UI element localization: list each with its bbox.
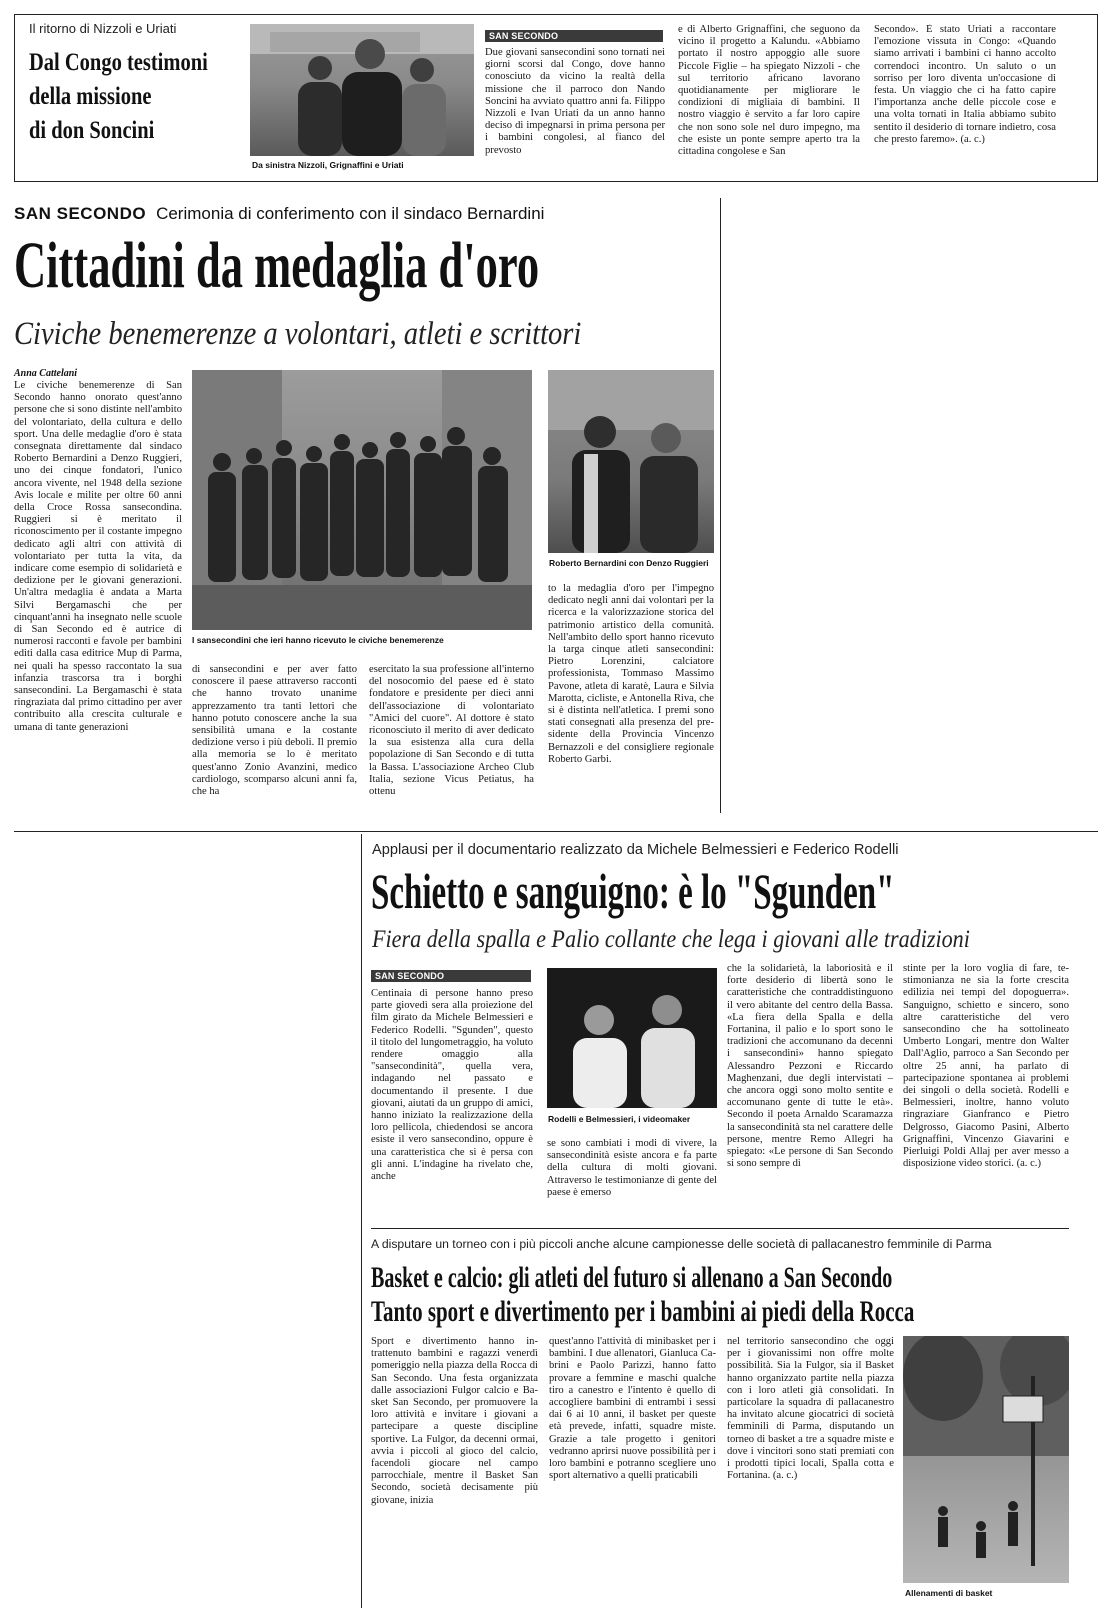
article2-subheadline: Civiche benemerenze a volontari, atleti e scrittori — [14, 316, 582, 352]
article2-group-photo-caption: I sansecondini che ieri hanno ricevuto le civiche benemerenze — [192, 635, 444, 645]
article2-right-rule — [720, 198, 721, 813]
article1-headline — [29, 46, 249, 148]
section-divider — [14, 831, 1098, 832]
article4-column: quest'anno l'attività di minibasket per i bambini. I due allenatori, Gianluca Cabrini e Paolo Parizzi, hanno fatto provare a femmine e maschi qualche tiro a canestro e l'intento è quello di accogliere bambini di entrambi i sessi dai 6 ai 10 anni, il basket per queste età prevede, infatti, squadre miste. Grazie a tale progetto i genitori vedranno aprirsi nuove possibilità per i loro bambini e potranno scegliere uno sport alternativo a quelli praticabili — [549, 1336, 716, 1482]
article1-photo — [250, 24, 474, 156]
article3-left-rule — [361, 834, 362, 1608]
article4-photo — [903, 1336, 1069, 1583]
article3-kicker: Applausi per il documentario realizzato da Michele Belmessieri e Federico Rodelli — [372, 842, 899, 858]
videomakers-illustration — [547, 968, 717, 1108]
article4-column: nel territorio sansecondino che oggi per i giovanissimi non offre molte possibilità. Sia la Fulgor, sia il Basket hanno organizzato partite nella piazza con i loro atleti già consolidati. In particolare la squadra di pallacanestro ha invitato alcune giocatrici di società femminili di Parma, disputando un torneo di basket a tre a squadre miste e dove i vincitori sono stati premiati con i prodotti tipici locali, Spalla cotta e Fortanina. (a. c.) — [727, 1336, 894, 1482]
article1-column: Due giovani sansecondini sono tornati nei giorni scorsi dal Congo, dove hanno conosciuto da vicino la realtà della missione che il parroco don Nando Soncini ha avviato quattro anni fa. Filippo Nizzoli e Ivan Uriati da un anno hanno deciso di impegnarsi in prima persona per i bambini congolesi, al fianco del prevosto — [485, 47, 665, 156]
article1-headline-line: di don Soncini — [29, 117, 155, 144]
article3-column: se sono cambiati i modi di vivere, la sansecondinità esiste ancora e fa parte della cultura di molti giovani. Attraverso le testimonianze di gente del paese è emerso — [547, 1138, 717, 1198]
article2-kicker: Cerimonia di conferimento con il sindaco Bernardini — [156, 204, 545, 223]
basket-training-illustration — [903, 1336, 1069, 1583]
article2-headline: Cittadini da medaglia d'oro — [14, 229, 540, 302]
article2-kicker-line — [14, 204, 544, 224]
article3-photo — [547, 968, 717, 1108]
article2-column: Le civiche benemerenze di San Secondo hanno onorato quest'anno persone che si sono distinte nell'ambito del volontariato, della cultura e dello sport. Una delle medaglie d'oro è stata consegnata direttamente dal sindaco Roberto Bernardini a Denzo Ruggieri, uno dei cinque fondatori, l'unico ancora vivente, nel 1948 della sezione Avis locale e milite per oltre 60 anni della Croce Rossa sansecondina. Ruggieri si è meritato il riconoscimento per il costante impegno dedicato agli altri con attività di volontariato per tutta la vita, da indicare come esempio di solidarietà e dedizione per le giovani generazioni. Un'altra medaglia è andata a Marta Silvi Bergamaschi che per cinquant'anni ha insegnato nelle scuole di San Secondo ed è autrice di numerosi racconti e favole per bambini editi dalla casa editrice Mup di Parma, nei quali ha spesso raccontato la sua infanzia trascorsa tra i borghi sansecondini. La Bergamaschi è stata ringraziata dal primo cittadino per aver contribuito alla crescita culturale e umana di tante generazioni — [14, 380, 182, 733]
article2-group-photo — [192, 370, 532, 630]
article2-byline: Anna Cattelani — [14, 368, 78, 379]
article1-kicker: Il ritorno di Nizzoli e Uriati — [29, 21, 177, 36]
article3-column: stinte per la loro voglia di fare, testimonianza ne sia la forte crescita edilizia nei tempi del dopoguerra». Sanguigno, schietto e sincero, sono altre caratteristiche del vero sansecondino che ha sottolineato Umberto Longari, mentre don Walter Dall'Aglio, parroco a San Secondo per oltre 25 anni, ha parlato di partecipazione spontanea ai problemi dei singoli o della società. Rodelli e Belmessieri, inoltre, hanno voluto ringraziare Gianfranco e Pietro Delgrosso, Giacomo Pasini, Alberto Grignaffini, Vincenzo Giavarini e Pierluigi Poldi Allaj per aver messo a disposizione video storici. (a. c.) — [903, 963, 1069, 1170]
article3-headline: Schietto e sanguigno: è lo "Sgunden" — [371, 863, 895, 919]
article3-column: Centinaia di persone hanno preso parte giovedì sera alla proiezione del film girato da Michele Belmessieri e Federico Rodelli. "Sgunden", questo il titolo del lungometraggio, ha voluto rendere omaggio alla "sansecondinità", quella vera, indagando nel passato e documentando il presente. I due giovani, aiutati da un gruppo di amici, hanno iniziato la realizzazione della loro pellicola, chiedendosi se ancora esiste il vero sansecondino, oppure è una caratteristica che si è persa con gli anni. L'indagine ha rivelato che, anche — [371, 988, 533, 1183]
article4-column: Sport e divertimento hanno intrattenuto bambini e ragazzi venerdì pomeriggio nella piazza della Rocca di San Secondo. Una festa organizzata dalle associazioni Fulgor calcio e Basket San Secondo, per promuovere la loro attività e invitare i giovani a partecipare a queste discipline sportive. La Fulgor, da decenni ormai, avvia i piccoli al gioco del calcio, facendoli giocare nel campo parrocchiale, mentre il Basket San Secondo, società decisamente più giovane, inizia — [371, 1336, 538, 1506]
article1-column: Secondo». È stato Uriati a raccontare l'emozione vissuta in Congo: «Quando siamo arrivati i bambini ci hanno accolto correndoci incontro. Un saluto o un sorriso per loro diventa un'occasione di festa. Un viaggio che ci ha fatto capire l'importanza anche delle piccole cose e una volta tornati in Italia abbiamo subito sentito il desiderio di tornare indietro, cosa che presto faremo». (a. c.) — [874, 24, 1056, 145]
article2-column: di sansecondini e per aver fatto conoscere il paese attraverso racconti che hanno trovato unanime apprezzamento tra tanti lettori che hanno potuto conoscere anche la sua sensibilità umana e la costante dedizione verso i più deboli. Il premio alla memoria se lo è meritato quest'anno Zonio Avanzini, medico cardiologo, scomparso alcuni anni fa, che ha — [192, 664, 357, 798]
article2-column: to la medaglia d'oro per l'impegno dedicato negli anni dai volontari per la ricerca e la valorizzazione storica del patrimonio artistico della comunità. Nell'ambito dello sport hanno ricevuto la targa cinque atleti sansecondini: Pietro Lorenzini, calciatore professionista, Tommaso Massimo Pavone, atleta di karatè, Laura e Silvia Marotta, cicliste, e Antonella Riva, che si è distinta nell'atletica. I premi sono stati consegnati alla presenza del presidente della Provincia Vincenzo Bernazzoli e del consigliere regionale Roberto Garbi. — [548, 583, 714, 765]
article1-headline-line: della missione — [29, 83, 152, 110]
article4-headline: Basket e calcio: gli atleti del futuro si allenano a San Secondo — [371, 1261, 893, 1294]
article1-headline-line: Dal Congo testimoni — [29, 49, 208, 76]
article2-mayor-photo — [548, 370, 714, 553]
article3-section-tag: SAN SECONDO — [371, 970, 531, 982]
article3-subheadline: Fiera della spalla e Palio collante che lega i giovani alle tradizioni — [372, 926, 970, 953]
article2-column: esercitato la sua professione all'interno del nosocomio del paese ed è stato fondatore e presidente per dieci anni dell'associazione di volontariato "Amici del cuore". Al dottore è stato riconosciuto il merito di aver dedicato la sua esistenza alla cura della popolazione di San Secondo e di tutta la Bassa. L'associazione Archeo Club Italia, sezione Vicus Petiatus, ha ottenu — [369, 664, 534, 798]
article4-photo-caption: Allenamenti di basket — [905, 1588, 993, 1598]
article2-mayor-photo-caption: Roberto Bernardini con Denzo Ruggieri — [549, 558, 709, 568]
article1-section-tag: SAN SECONDO — [485, 30, 663, 42]
article1-photo-caption: Da sinistra Nizzoli, Grignaffini e Uriati — [252, 160, 404, 170]
article4-top-rule — [371, 1228, 1069, 1229]
article3-column: che la solidarietà, la laboriosità e il forte desiderio di libertà sono le caratteristiche che contraddistinguono il vero abitante del centro della Bassa. «La fiera della Spalla e della Fortanina, il palio e lo sport sono le tradizioni che accomunano da decenni i sansecondini» hanno spiegato Alessandro Pezzoni e Riccardo Maghenzani, due degli intervistati – che ancora oggi sono molto sentite e accomunano gente di tutte le età». Secondo il poeta Arnaldo Scaramazza la sansecondinità sta nel carattere delle persone, mentre Remo Allegri ha spiegato: «Le persone di San Secondo si sono sempre di — [727, 963, 893, 1170]
two-men-illustration — [548, 370, 714, 553]
article3-photo-caption: Rodelli e Belmessieri, i videomaker — [548, 1114, 691, 1124]
article4-kicker: A disputare un torneo con i più piccoli anche alcune campionesse delle società di pallacanestro femminile di Parma — [371, 1237, 992, 1251]
three-men-illustration — [250, 24, 474, 156]
group-of-people-illustration — [192, 370, 532, 630]
article1-column: e di Alberto Grignaffini, che seguono da vicino il progetto a Kalundu. «Abbiamo portato il nostro appoggio alle suore Piccole Figlie – ha spiegato Nizzoli - che sul territorio africano lavorano quotidianamente per migliorare le condizioni di migliaia di bambini. Il nostro viaggio è servito a far loro capire che non sono sole nel duro impegno, ma che esiste un ponte sempre aperto tra la cittadina congolese e San — [678, 24, 860, 158]
article2-place: SAN SECONDO — [14, 204, 147, 223]
article4-headline: Tanto sport e divertimento per i bambini ai piedi della Rocca — [371, 1295, 915, 1328]
